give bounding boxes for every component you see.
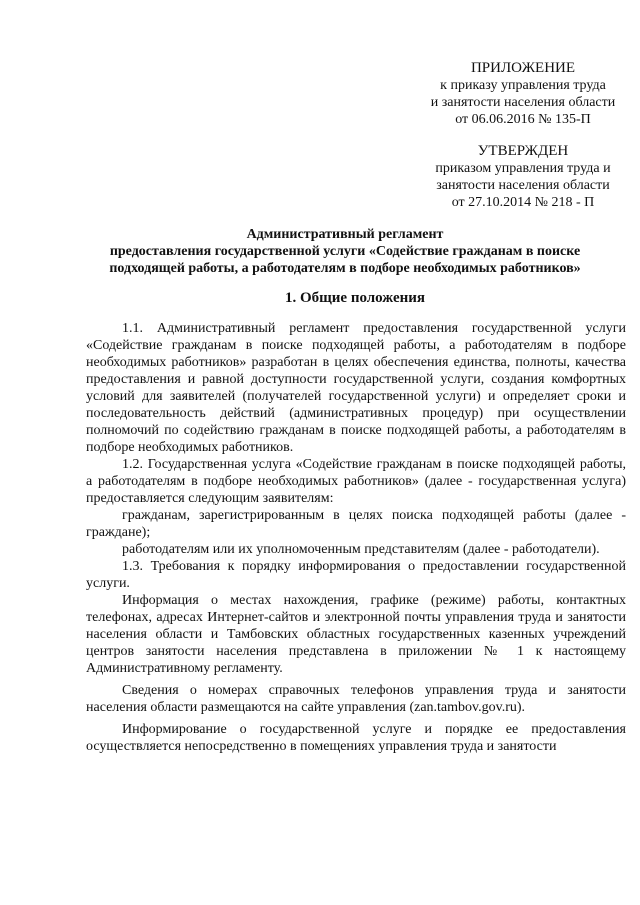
- appendix-block: [420, 60, 626, 128]
- paragraph: Информирование о государственной услуге и порядке ее предоставления осуществляется непосредственно в помещениях управления труда и занятости: [86, 722, 626, 754]
- approved-heading: УТВЕРЖДЕН: [477, 143, 569, 159]
- paragraph: гражданам, зарегистрированным в целях поиска подходящей работы (далее - граждане);: [86, 508, 626, 540]
- paragraph: 1.3. Требования к порядку информирования о предоставлении государственной услуги.: [86, 559, 626, 591]
- title-line: предоставления государственной услуги «Содействие гражданам в поиске: [109, 244, 581, 259]
- paragraph: Информация о местах нахождения, графике (режиме) работы, контактных телефонах, адресах Интернет-сайтов и электронной почты управления труда и занятости населения области и Тамбовских областных государственных казенных учреждений центров занятости населения представлена в приложении № 1 к настоящему Административному регламенту.: [86, 593, 626, 676]
- appendix-line: к приказу управления труда: [440, 78, 606, 93]
- approved-block: [420, 143, 626, 211]
- appendix-line: и занятости населения области: [430, 95, 616, 110]
- approved-line: занятости населения области: [436, 178, 610, 193]
- document-body: [86, 320, 626, 755]
- title-line: Административный регламент: [246, 227, 444, 242]
- approved-line: от 27.10.2014 № 218 - П: [451, 195, 595, 210]
- paragraph: 1.2. Государственная услуга «Содействие гражданам в поиске подходящей работы, а работодателям в подборе необходимых работников» (далее - государственная услуга) предоставляется следующим заявителям:: [86, 457, 626, 506]
- section-heading: 1. Общие положения: [284, 290, 426, 306]
- title-line: подходящей работы, а работодателям в подборе необходимых работников»: [109, 261, 581, 276]
- approved-line: приказом управления труда и: [435, 161, 611, 176]
- appendix-heading: ПРИЛОЖЕНИЕ: [470, 60, 576, 76]
- paragraph: 1.1. Административный регламент предоставления государственной услуги «Содействие гражданам в поиске подходящей работы, а работодателям в подборе необходимых работников» разработан в целях обеспечения единства, полноты, качества предоставления и равной доступности государственной услуги, создания комфортных условий для заявителей (получателей государственной услуги) и определяет сроки и последовательность действий (административных процедур) при осуществлении полномочий по содействию гражданам в поиске подходящей работы, а работодателям в подборе необходимых работников.: [86, 321, 626, 455]
- document-title: [60, 226, 630, 277]
- appendix-line: от 06.06.2016 № 135-П: [455, 112, 591, 127]
- paragraph: работодателям или их уполномоченным представителям (далее - работодатели).: [122, 542, 600, 557]
- paragraph: Сведения о номерах справочных телефонов управления труда и занятости населения области размещаются на сайте управления (zan.tambov.gov.ru).: [86, 683, 626, 715]
